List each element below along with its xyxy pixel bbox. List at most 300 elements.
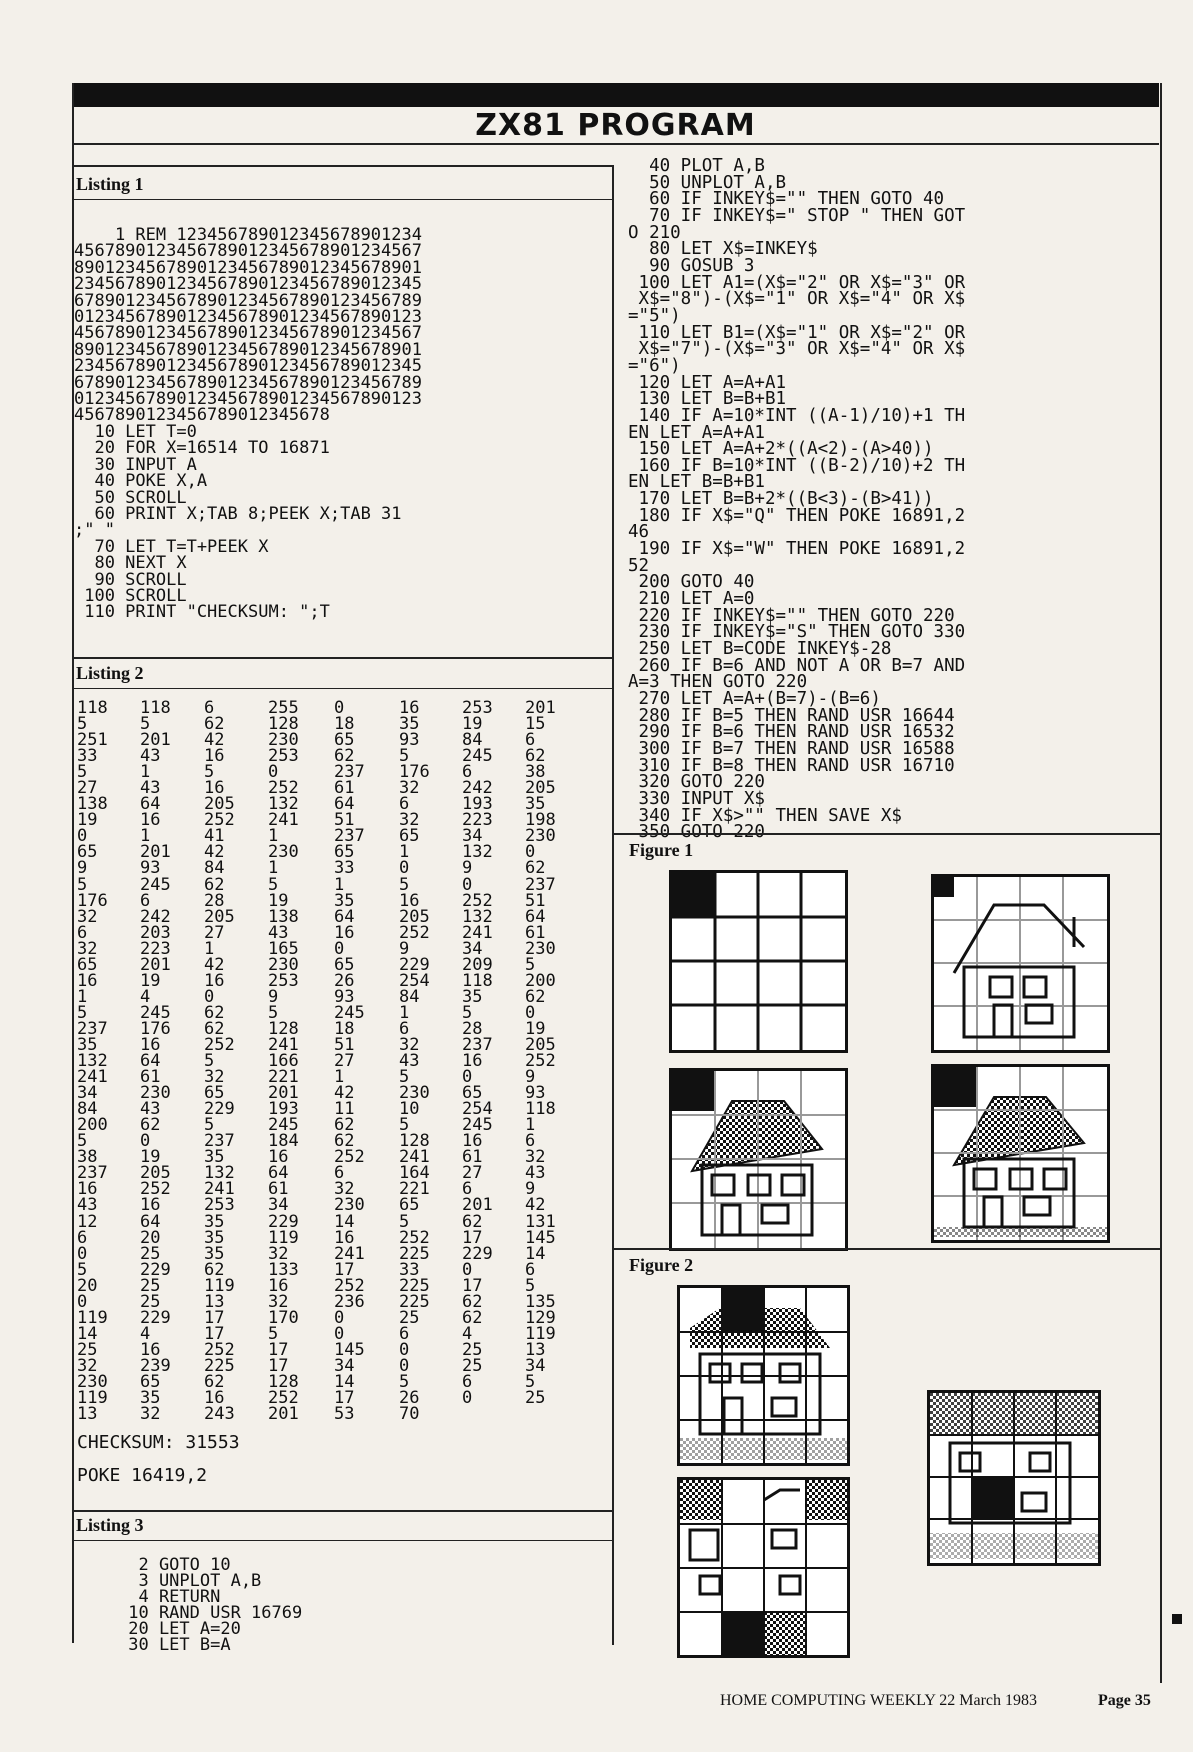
listing2-value: 203 xyxy=(140,922,171,943)
listing2-value: 236 xyxy=(334,1291,365,1312)
listing2-column xyxy=(77,698,108,1425)
listing1-heading-rule xyxy=(74,199,612,200)
listing2-value: 254 xyxy=(462,1099,493,1120)
listing2-value: 0 xyxy=(77,826,88,847)
listing2-value: 26 xyxy=(399,1388,420,1409)
listing2-value: 62 xyxy=(204,1018,225,1039)
listing2-value: 20 xyxy=(77,1275,98,1296)
listing2-value: 19 xyxy=(140,970,161,991)
listing2-value: 205 xyxy=(204,794,235,815)
listing2-value: 34 xyxy=(268,1195,289,1216)
listing2-value: 35 xyxy=(204,1211,225,1232)
listing2-value: 5 xyxy=(399,1371,410,1392)
listing2-value: 4 xyxy=(462,1323,473,1344)
listing2-value: 16 xyxy=(140,1195,161,1216)
listing2-value: 184 xyxy=(268,1131,299,1152)
listing3-heading: Listing 3 xyxy=(76,1515,144,1535)
listing2-value: 61 xyxy=(268,1179,289,1200)
listing2-value: 17 xyxy=(204,1323,225,1344)
listing2-value: 119 xyxy=(77,1388,108,1409)
listing2-value: 201 xyxy=(268,1404,299,1425)
listing2-value: 32 xyxy=(268,1291,289,1312)
listing2-value: 42 xyxy=(204,842,225,863)
listing2-value: 1 xyxy=(399,842,410,863)
listing2-value: 5 xyxy=(525,954,536,975)
listing2-value: 16 xyxy=(399,698,420,718)
column-divider xyxy=(612,165,614,1645)
listing2-value: 34 xyxy=(462,826,483,847)
listing2-value: 34 xyxy=(462,938,483,959)
listing2-value: 237 xyxy=(77,1018,108,1039)
listing2-value: 6 xyxy=(462,762,473,783)
listing2-value: 225 xyxy=(399,1243,430,1264)
listing2-value: 9 xyxy=(268,986,279,1007)
listing3-heading-rule xyxy=(74,1540,612,1541)
listing2-value: 119 xyxy=(525,1323,556,1344)
listing2-value: 241 xyxy=(77,1067,108,1088)
listing2-value: 6 xyxy=(399,1323,410,1344)
listing2-value: 193 xyxy=(268,1099,299,1120)
listing2-value: 200 xyxy=(77,1115,108,1136)
listing2-value: 25 xyxy=(140,1275,161,1296)
listing2-value: 34 xyxy=(77,1083,98,1104)
listing2-value: 11 xyxy=(334,1099,355,1120)
listing2-value: 13 xyxy=(204,1291,225,1312)
listing2-value: 245 xyxy=(268,1115,299,1136)
listing2-value: 9 xyxy=(462,858,473,879)
listing2-value: 5 xyxy=(204,762,215,783)
listing2-value: 62 xyxy=(204,714,225,735)
listing2-value: 166 xyxy=(268,1051,299,1072)
listing2-value: 132 xyxy=(462,842,493,863)
listing2-value: 93 xyxy=(525,1083,546,1104)
listing2-value: 0 xyxy=(334,1323,345,1344)
listing2-value: 138 xyxy=(77,794,108,815)
listing2-value: 17 xyxy=(462,1275,483,1296)
listing2-value: 17 xyxy=(268,1339,289,1360)
listing2-value: 25 xyxy=(525,1388,546,1409)
listing2-value: 230 xyxy=(77,1371,108,1392)
listing2-value: 62 xyxy=(462,1211,483,1232)
listing2-value: 0 xyxy=(525,842,536,863)
listing2-value: 252 xyxy=(334,1275,365,1296)
listing2-value: 62 xyxy=(525,858,546,879)
listing2-column xyxy=(140,698,171,1425)
listing2-value: 119 xyxy=(77,1307,108,1328)
listing2-value: 1 xyxy=(525,1115,536,1136)
listing2-value: 6 xyxy=(525,1131,536,1152)
listing2-value: 145 xyxy=(334,1339,365,1360)
figure2-puzzle-1 xyxy=(677,1285,850,1466)
listing2-value: 237 xyxy=(462,1034,493,1055)
listing2-value: 252 xyxy=(268,778,299,799)
listing2-value: 252 xyxy=(204,1034,235,1055)
listing2-value: 165 xyxy=(268,938,299,959)
listing2-value: 229 xyxy=(399,954,430,975)
listing2-value: 230 xyxy=(334,1195,365,1216)
listing2-value: 61 xyxy=(140,1067,161,1088)
listing2-column xyxy=(462,700,493,1422)
listing2-value: 5 xyxy=(399,1115,410,1136)
listing2-value: 201 xyxy=(140,954,171,975)
listing2-column xyxy=(525,700,556,1422)
listing2-value: 5 xyxy=(77,1259,88,1280)
listing2-value: 252 xyxy=(268,1388,299,1409)
listing2-value: 6 xyxy=(77,1227,88,1248)
listing2-value: 230 xyxy=(525,826,556,847)
listing2-value: 229 xyxy=(140,1259,171,1280)
listing2-poke: POKE 16419,2 xyxy=(77,1465,208,1486)
listing2-value: 205 xyxy=(399,906,430,927)
listing2-value: 93 xyxy=(140,858,161,879)
listing2-value: 62 xyxy=(334,1131,355,1152)
listing2-value: 61 xyxy=(334,778,355,799)
listing2-value: 25 xyxy=(140,1243,161,1264)
listing2-value: 84 xyxy=(204,858,225,879)
listing2-value: 245 xyxy=(462,1115,493,1136)
listing2-value: 62 xyxy=(462,1307,483,1328)
listing2-value: 43 xyxy=(268,922,289,943)
listing2-value: 41 xyxy=(204,826,225,847)
listing2-heading: Listing 2 xyxy=(76,663,144,683)
listing2-value: 176 xyxy=(140,1018,171,1039)
listing2-value: 64 xyxy=(140,1051,161,1072)
listing2-value: 5 xyxy=(268,1323,279,1344)
listing2-value: 51 xyxy=(334,810,355,831)
listing2-value: 5 xyxy=(77,1002,88,1023)
listing2-value: 51 xyxy=(525,890,546,911)
listing2-value: 1 xyxy=(77,986,88,1007)
listing2-value: 252 xyxy=(525,1051,556,1072)
listing2-value: 35 xyxy=(462,986,483,1007)
listing1-code: 1 REM 123456789012345678901234 4567890123456789012345678901234567 8901234567890123456789012345678901 2345678901234567890123456789012345 6789012345678901234567890123456789 0123456789012345678901234567890123 4567890123456789012345678901234567 8901234567890123456789012345678901 2345678901234567890123456789012345 6789012345678901234567890123456789 0123456789012345678901234567890123 4567890123456789012345678 10 LET T=0 20 FOR X=16514 TO 16871 30 INPUT A 40 POKE X,A 50 SCROLL 60 PRINT X;TAB 8;PEEK X;TAB 31 ;" " 70 LET T=T+PEEK X 80 NEXT X 90 SCROLL 100 SCROLL 110 PRINT "CHECKSUM: ";T xyxy=(74,225,422,623)
listing2-value: 118 xyxy=(77,698,108,718)
listing2-value: 5 xyxy=(268,1002,279,1023)
listing2-value: 42 xyxy=(204,730,225,751)
listing2-value: 223 xyxy=(462,810,493,831)
listing2-value: 16 xyxy=(140,810,161,831)
listing2-value: 201 xyxy=(140,730,171,751)
listing2-value: 35 xyxy=(204,1243,225,1264)
listing2-value: 62 xyxy=(204,1371,225,1392)
listing2-value: 252 xyxy=(204,1339,235,1360)
listing2-value: 0 xyxy=(77,1291,88,1312)
listing2-value: 16 xyxy=(399,890,420,911)
listing2-value: 33 xyxy=(77,746,98,767)
listing2-value: 230 xyxy=(268,842,299,863)
figure2-top-rule xyxy=(614,1248,1160,1250)
listing2-value: 241 xyxy=(399,1147,430,1168)
listing2-value: 16 xyxy=(140,1034,161,1055)
listing2-value: 32 xyxy=(140,1404,161,1425)
listing1-top-rule xyxy=(74,165,612,167)
listing2-value xyxy=(525,1406,556,1422)
listing2-value: 10 xyxy=(399,1099,420,1120)
listing2-value: 18 xyxy=(334,714,355,735)
listing2-value: 0 xyxy=(462,1067,473,1088)
listing2-value: 25 xyxy=(462,1339,483,1360)
listing2-value: 1 xyxy=(268,858,279,879)
listing2-value: 35 xyxy=(334,890,355,911)
listing2-value: 128 xyxy=(268,1018,299,1039)
listing2-value: 201 xyxy=(268,1083,299,1104)
figure1-heading: Figure 1 xyxy=(629,840,694,860)
listing2-value: 32 xyxy=(399,778,420,799)
listing2-value: 64 xyxy=(334,906,355,927)
listing2-value: 253 xyxy=(204,1195,235,1216)
listing2-column xyxy=(204,698,235,1425)
listing2-value: 64 xyxy=(334,794,355,815)
listing3-code: 2 GOTO 10 3 UNPLOT A,B 4 RETURN 10 RAND USR 16769 20 LET A=20 30 LET B=A xyxy=(128,1555,303,1655)
listing2-column xyxy=(334,698,365,1425)
listing2-value: 5 xyxy=(525,1371,536,1392)
listing2-value: 201 xyxy=(525,698,556,718)
listing2-value: 15 xyxy=(525,714,546,735)
listing2-value: 221 xyxy=(268,1067,299,1088)
listing2-value: 5 xyxy=(204,1115,215,1136)
listing2-value: 16 xyxy=(334,1227,355,1248)
listing2-value: 32 xyxy=(77,906,98,927)
figure2-puzzle-2 xyxy=(927,1390,1101,1566)
listing2-value: 230 xyxy=(525,938,556,959)
listing2-value: 16 xyxy=(268,1147,289,1168)
listing2-value: 28 xyxy=(462,1018,483,1039)
listing2-value: 27 xyxy=(77,778,98,799)
listing2-value: 65 xyxy=(204,1083,225,1104)
listing2-value: 70 xyxy=(399,1404,420,1425)
listing2-value: 62 xyxy=(525,986,546,1007)
listing2-value: 61 xyxy=(462,1147,483,1168)
listing2-value: 35 xyxy=(399,714,420,735)
listing2-value: 35 xyxy=(525,794,546,815)
listing2-value: 128 xyxy=(399,1131,430,1152)
title-underline xyxy=(72,143,1159,145)
listing2-value: 53 xyxy=(334,1404,355,1425)
listing2-value: 9 xyxy=(525,1067,536,1088)
listing2-value: 230 xyxy=(399,1083,430,1104)
end-of-article-mark xyxy=(1172,1614,1182,1624)
listing2-value: 230 xyxy=(268,954,299,975)
listing2-value: 253 xyxy=(268,746,299,767)
listing2-value: 229 xyxy=(268,1211,299,1232)
listing2-value: 9 xyxy=(77,858,88,879)
listing2-value: 25 xyxy=(140,1291,161,1312)
listing2-value: 38 xyxy=(525,762,546,783)
listing2-value: 5 xyxy=(399,874,410,895)
listing2-value: 14 xyxy=(334,1211,355,1232)
listing2-value: 16 xyxy=(462,1051,483,1072)
listing2-value: 245 xyxy=(334,1002,365,1023)
listing2-value: 62 xyxy=(462,1291,483,1312)
listing2-value: 5 xyxy=(204,1051,215,1072)
listing2-value: 32 xyxy=(77,1355,98,1376)
listing2-value: 42 xyxy=(204,954,225,975)
listing2-value: 13 xyxy=(77,1404,98,1425)
listing2-value: 64 xyxy=(268,1163,289,1184)
listing2-value: 43 xyxy=(140,746,161,767)
listing2-heading-rule xyxy=(74,688,612,689)
listing2-value: 252 xyxy=(334,1147,365,1168)
listing2-value: 252 xyxy=(399,922,430,943)
listing2-value: 4 xyxy=(140,1323,151,1344)
listing2-value: 84 xyxy=(77,1099,98,1120)
listing2-value: 170 xyxy=(268,1307,299,1328)
listing2-value: 6 xyxy=(204,698,215,718)
listing2-value: 14 xyxy=(334,1371,355,1392)
listing2-value: 27 xyxy=(204,922,225,943)
listing2-value: 241 xyxy=(268,810,299,831)
listing2-value: 27 xyxy=(462,1163,483,1184)
listing2-value: 14 xyxy=(525,1243,546,1264)
listing2-value: 241 xyxy=(268,1034,299,1055)
listing2-value: 131 xyxy=(525,1211,556,1232)
listing2-value: 1 xyxy=(334,1067,345,1088)
listing2-value: 135 xyxy=(525,1291,556,1312)
right-border xyxy=(1160,83,1162,1683)
listing2-value: 17 xyxy=(334,1259,355,1280)
listing2-value: 25 xyxy=(399,1307,420,1328)
listing2-value: 18 xyxy=(334,1018,355,1039)
listing2-value: 4 xyxy=(140,986,151,1007)
listing2-value: 145 xyxy=(525,1227,556,1248)
listing2-value: 5 xyxy=(77,1131,88,1152)
listing2-value: 230 xyxy=(268,730,299,751)
listing2-value: 13 xyxy=(525,1339,546,1360)
listing2-value: 42 xyxy=(525,1195,546,1216)
listing2-value: 5 xyxy=(399,1211,410,1232)
listing2-value: 19 xyxy=(525,1018,546,1039)
listing2-value: 132 xyxy=(268,794,299,815)
listing2-value: 0 xyxy=(462,1259,473,1280)
listing2-value: 32 xyxy=(334,1179,355,1200)
listing2-value: 119 xyxy=(204,1275,235,1296)
listing2-value: 26 xyxy=(334,970,355,991)
listing2-value: 43 xyxy=(525,1163,546,1184)
listing2-value: 33 xyxy=(334,858,355,879)
listing2-value: 16 xyxy=(204,746,225,767)
listing2-value: 16 xyxy=(204,778,225,799)
listing2-value: 0 xyxy=(334,938,345,959)
listing2-column xyxy=(399,698,430,1425)
listing2-value: 241 xyxy=(462,922,493,943)
listing2-value: 35 xyxy=(140,1388,161,1409)
listing2-value: 6 xyxy=(525,1259,536,1280)
listing2-value: 64 xyxy=(140,794,161,815)
listing2-value: 16 xyxy=(462,1131,483,1152)
listing2-value: 6 xyxy=(399,1018,410,1039)
listing2-value: 230 xyxy=(140,1083,171,1104)
listing2-value: 164 xyxy=(399,1163,430,1184)
listing2-column xyxy=(268,698,299,1425)
listing2-value: 65 xyxy=(140,1371,161,1392)
listing2-value: 221 xyxy=(399,1179,430,1200)
listing2-value: 0 xyxy=(77,1243,88,1264)
listing2-value: 16 xyxy=(77,970,98,991)
listing2-value: 205 xyxy=(140,1163,171,1184)
listing2-value: 252 xyxy=(140,1179,171,1200)
listing2-value: 138 xyxy=(268,906,299,927)
listing2-value: 0 xyxy=(334,698,345,718)
listing2-value: 16 xyxy=(204,1388,225,1409)
listing2-value: 93 xyxy=(334,986,355,1007)
figure2-puzzle-3 xyxy=(677,1477,850,1658)
listing2-value: 65 xyxy=(399,826,420,847)
listing2-value: 62 xyxy=(204,1002,225,1023)
listing2-value: 32 xyxy=(399,810,420,831)
listing2-value: 84 xyxy=(462,730,483,751)
listing2-value: 229 xyxy=(140,1307,171,1328)
figure1-house-partial xyxy=(669,1068,848,1251)
listing2-value: 237 xyxy=(204,1131,235,1152)
listing2-value: 6 xyxy=(140,890,151,911)
listing2-value: 237 xyxy=(334,762,365,783)
listing2-value: 35 xyxy=(77,1034,98,1055)
listing2-value: 14 xyxy=(77,1323,98,1344)
listing2-value: 198 xyxy=(525,810,556,831)
listing2-value: 242 xyxy=(140,906,171,927)
listing2-value: 243 xyxy=(204,1404,235,1425)
listing2-value: 6 xyxy=(334,1163,345,1184)
listing2-value: 193 xyxy=(462,794,493,815)
listing2-value: 62 xyxy=(204,1259,225,1280)
listing2-value: 27 xyxy=(334,1051,355,1072)
listing2-value: 32 xyxy=(268,1243,289,1264)
listing2-value: 34 xyxy=(334,1355,355,1376)
listing2-value: 38 xyxy=(77,1147,98,1168)
listing2-value: 6 xyxy=(77,922,88,943)
listing2-value: 253 xyxy=(268,970,299,991)
listing2-value: 5 xyxy=(399,746,410,767)
figure1-empty-grid xyxy=(669,870,848,1053)
listing2-value: 225 xyxy=(204,1355,235,1376)
listing2-value: 0 xyxy=(525,1002,536,1023)
listing2-value: 0 xyxy=(399,1355,410,1376)
listing2-value: 32 xyxy=(77,938,98,959)
listing2-value: 252 xyxy=(204,810,235,831)
listing2-value: 200 xyxy=(525,970,556,991)
listing2-value: 129 xyxy=(525,1307,556,1328)
listing2-value: 65 xyxy=(399,1195,420,1216)
listing2-value: 255 xyxy=(268,698,299,718)
listing2-value: 176 xyxy=(77,890,108,911)
listing2-value: 32 xyxy=(525,1147,546,1168)
listing1-continuation-code: 40 PLOT A,B 50 UNPLOT A,B 60 IF INKEY$="" THEN GOTO 40 70 IF INKEY$=" STOP " THEN GOT O 210 80 LET X$=INKEY$ 90 GOSUB 3 100 LET A1=(X$="2" OR X$="3" OR X$="8")-(X$="1" OR X$="4" OR X$ ="5") 110 LET B1=(X$="1" OR X$="2" OR X$="7")-(X$="3" OR X$="4" OR X$ ="6") 120 LET A=A+A1 130 LET B=B+B1 140 IF A=10*INT ((A-1)/10)+1 TH EN LET A=A+A1 150 LET A=A+2*((A<2)-(A>40)) 160 IF B=10*INT ((B-2)/10)+2 TH EN LET B=B+B1 170 LET B=B+2*((B<3)-(B>41)) 180 IF X$="Q" THEN POKE 16891,2 46 190 IF X$="W" THEN POKE 16891,2 52 200 GOTO 40 210 LET A=0 220 IF INKEY$="" THEN GOTO 220 230 IF INKEY$="S" THEN GOTO 330 250 LET B=CODE INKEY$-28 260 IF B=6 AND NOT A OR B=7 AND A=3 THEN GOTO 220 270 LET A=A+(B=7)-(B=6) 280 IF B=5 THEN RAND USR 16644 290 IF B=6 THEN RAND USR 16532 300 IF B=7 THEN RAND USR 16588 310 IF B=8 THEN RAND USR 16710 320 GOTO 220 330 INPUT X$ 340 IF X$>"" THEN SAVE X$ xyxy=(628,156,966,826)
listing2-value: 33 xyxy=(399,1259,420,1280)
listing2-value: 17 xyxy=(334,1388,355,1409)
listing2-value: 16 xyxy=(204,970,225,991)
listing2-value: 252 xyxy=(462,890,493,911)
listing2-value: 237 xyxy=(525,874,556,895)
listing2-value: 35 xyxy=(204,1147,225,1168)
listing2-value: 65 xyxy=(77,954,98,975)
listing2-value: 118 xyxy=(462,970,493,991)
listing2-value: 229 xyxy=(204,1099,235,1120)
listing2-value: 16 xyxy=(334,922,355,943)
listing2-value: 5 xyxy=(140,714,151,735)
listing2-value: 253 xyxy=(462,698,493,718)
listing2-value: 12 xyxy=(77,1211,98,1232)
listing2-value: 16 xyxy=(77,1179,98,1200)
listing2-value: 119 xyxy=(268,1227,299,1248)
listing2-value: 237 xyxy=(77,1163,108,1184)
listing2-value: 132 xyxy=(462,906,493,927)
listing2-value: 209 xyxy=(462,954,493,975)
listing2-value: 5 xyxy=(462,1002,473,1023)
listing3-top-rule xyxy=(74,1510,612,1512)
listing2-value: 1 xyxy=(268,826,279,847)
listing2-value: 51 xyxy=(334,1034,355,1055)
listing2-value: 32 xyxy=(399,1034,420,1055)
